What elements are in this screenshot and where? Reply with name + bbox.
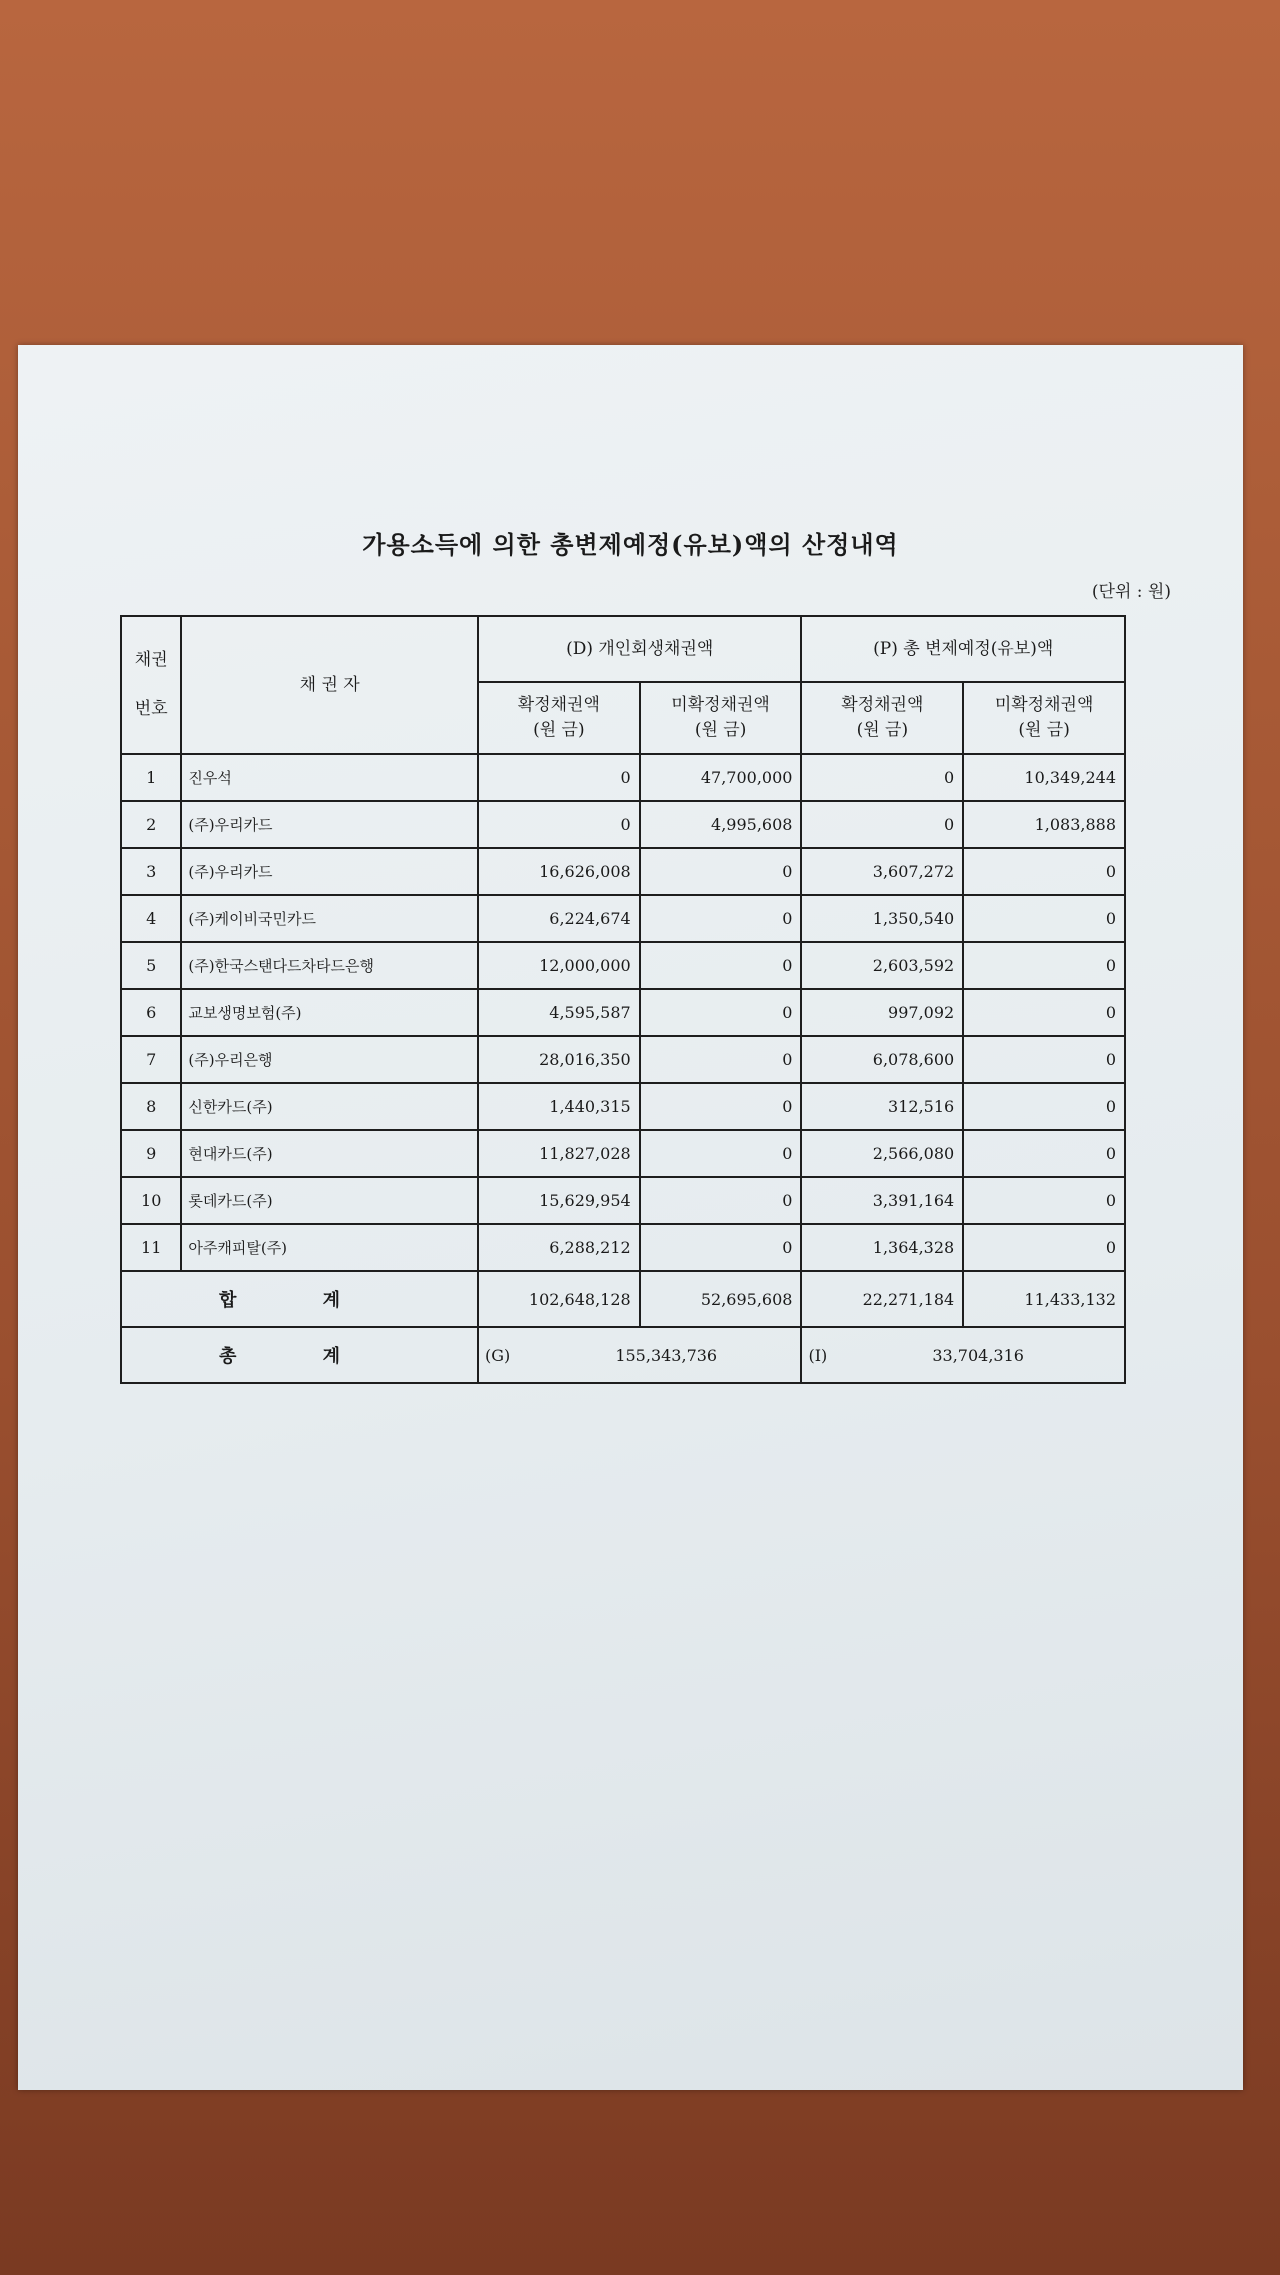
row-p-confirmed: 997,092 (801, 989, 963, 1036)
row-p-confirmed: 3,607,272 (801, 848, 963, 895)
row-d-unconfirmed: 0 (640, 1036, 802, 1083)
sum-p-confirmed: 22,271,184 (801, 1271, 963, 1327)
row-number: 10 (121, 1177, 181, 1224)
row-number: 8 (121, 1083, 181, 1130)
total-g-tag: (G) (484, 1345, 511, 1365)
total-i-value: 33,704,316 (932, 1345, 1024, 1365)
unit-note: (단위 : 원) (1091, 582, 1171, 602)
row-d-unconfirmed: 4,995,608 (640, 801, 802, 848)
row-p-unconfirmed: 0 (963, 848, 1125, 895)
row-d-confirmed: 28,016,350 (478, 1036, 640, 1083)
row-d-confirmed: 11,827,028 (478, 1130, 640, 1177)
row-creditor-name: (주)우리은행 (181, 1036, 478, 1083)
row-d-confirmed: 4,595,587 (478, 989, 640, 1036)
table-row (121, 989, 1125, 1036)
row-p-unconfirmed: 0 (963, 1177, 1125, 1224)
row-d-unconfirmed: 0 (640, 1177, 802, 1224)
row-creditor-name: 아주캐피탈(주) (181, 1224, 478, 1271)
total-i-tag: (I) (808, 1345, 828, 1365)
row-creditor-name: 현대카드(주) (181, 1130, 478, 1177)
sum-d-confirmed: 102,648,128 (478, 1271, 640, 1327)
row-p-confirmed: 3,391,164 (801, 1177, 963, 1224)
table-row (121, 1224, 1125, 1271)
row-creditor-name: (주)우리카드 (181, 801, 478, 848)
row-p-confirmed: 0 (801, 754, 963, 801)
row-d-unconfirmed: 0 (640, 1130, 802, 1177)
row-p-unconfirmed: 0 (963, 1224, 1125, 1271)
sum-p-unconfirmed: 11,433,132 (963, 1271, 1125, 1327)
row-creditor-name: (주)한국스탠다드차타드은행 (181, 942, 478, 989)
document-title: 가용소득에 의한 총변제예정(유보)액의 산정내역 (362, 530, 899, 559)
table-row (121, 1083, 1125, 1130)
sum-label: 합 계 (121, 1271, 478, 1327)
total-i-cell (801, 1327, 1125, 1383)
header-d-confirmed (478, 682, 640, 754)
row-number: 1 (121, 754, 181, 801)
total-g-cell (478, 1327, 802, 1383)
row-p-unconfirmed: 0 (963, 942, 1125, 989)
header-d-confirmed-principal: (원 금) (533, 720, 585, 740)
row-creditor-name: (주)우리카드 (181, 848, 478, 895)
total-row (121, 1327, 1125, 1383)
header-p-confirmed (801, 682, 963, 754)
header-creditor-number (121, 616, 181, 754)
header-p-confirmed-label: 확정채권액 (841, 695, 924, 716)
row-p-confirmed: 312,516 (801, 1083, 963, 1130)
row-d-confirmed: 16,626,008 (478, 848, 640, 895)
row-creditor-name: 교보생명보험(주) (181, 989, 478, 1036)
row-d-confirmed: 1,440,315 (478, 1083, 640, 1130)
row-number: 4 (121, 895, 181, 942)
row-number: 7 (121, 1036, 181, 1083)
row-p-unconfirmed: 1,083,888 (963, 801, 1125, 848)
row-creditor-name: 진우석 (181, 754, 478, 801)
row-p-confirmed: 6,078,600 (801, 1036, 963, 1083)
row-d-confirmed: 6,288,212 (478, 1224, 640, 1271)
row-p-unconfirmed: 0 (963, 1083, 1125, 1130)
header-group-d: (D) 개인회생채권액 (478, 616, 802, 682)
row-d-unconfirmed: 47,700,000 (640, 754, 802, 801)
row-d-confirmed: 12,000,000 (478, 942, 640, 989)
row-d-confirmed: 15,629,954 (478, 1177, 640, 1224)
header-p-unconfirmed-label: 미확정채권액 (994, 695, 1094, 716)
row-d-unconfirmed: 0 (640, 942, 802, 989)
document-paper (18, 345, 1243, 2090)
row-p-unconfirmed: 10,349,244 (963, 754, 1125, 801)
table-row (121, 895, 1125, 942)
header-p-unconfirmed-principal: (원 금) (1018, 720, 1070, 740)
row-number: 11 (121, 1224, 181, 1271)
table-row (121, 1130, 1125, 1177)
header-no-line1: 채권 (134, 650, 168, 671)
row-d-unconfirmed: 0 (640, 895, 802, 942)
row-p-unconfirmed: 0 (963, 895, 1125, 942)
row-p-confirmed: 1,364,328 (801, 1224, 963, 1271)
header-no-line2: 번호 (134, 699, 168, 720)
row-number: 2 (121, 801, 181, 848)
row-d-unconfirmed: 0 (640, 848, 802, 895)
table-row (121, 754, 1125, 801)
row-d-confirmed: 0 (478, 801, 640, 848)
row-p-unconfirmed: 0 (963, 1036, 1125, 1083)
sum-d-unconfirmed: 52,695,608 (640, 1271, 802, 1327)
row-creditor-name: (주)케이비국민카드 (181, 895, 478, 942)
header-d-unconfirmed-principal: (원 금) (694, 720, 747, 740)
table-body (121, 754, 1125, 1271)
row-d-confirmed: 6,224,674 (478, 895, 640, 942)
sum-row (121, 1271, 1125, 1327)
table-row (121, 942, 1125, 989)
header-d-unconfirmed (640, 682, 802, 754)
header-p-unconfirmed (963, 682, 1125, 754)
row-d-unconfirmed: 0 (640, 1224, 802, 1271)
table-row (121, 801, 1125, 848)
table-row (121, 848, 1125, 895)
total-label: 총 계 (121, 1327, 478, 1383)
row-p-unconfirmed: 0 (963, 1130, 1125, 1177)
row-number: 6 (121, 989, 181, 1036)
row-creditor-name: 신한카드(주) (181, 1083, 478, 1130)
row-p-unconfirmed: 0 (963, 989, 1125, 1036)
row-number: 9 (121, 1130, 181, 1177)
row-d-confirmed: 0 (478, 754, 640, 801)
table-row (121, 1177, 1125, 1224)
row-p-confirmed: 2,566,080 (801, 1130, 963, 1177)
row-d-unconfirmed: 0 (640, 989, 802, 1036)
header-d-unconfirmed-label: 미확정채권액 (671, 695, 770, 716)
total-g-value: 155,343,736 (615, 1345, 718, 1365)
header-p-confirmed-principal: (원 금) (856, 720, 909, 740)
row-creditor-name: 롯데카드(주) (181, 1177, 478, 1224)
row-p-confirmed: 1,350,540 (801, 895, 963, 942)
row-p-confirmed: 0 (801, 801, 963, 848)
row-number: 3 (121, 848, 181, 895)
header-d-confirmed-label: 확정채권액 (517, 695, 600, 716)
row-d-unconfirmed: 0 (640, 1083, 802, 1130)
header-creditor: 채 권 자 (181, 616, 478, 754)
row-p-confirmed: 2,603,592 (801, 942, 963, 989)
row-number: 5 (121, 942, 181, 989)
header-group-p: (P) 총 변제예정(유보)액 (801, 616, 1125, 682)
table-row (121, 1036, 1125, 1083)
calculation-table (120, 615, 1126, 1384)
